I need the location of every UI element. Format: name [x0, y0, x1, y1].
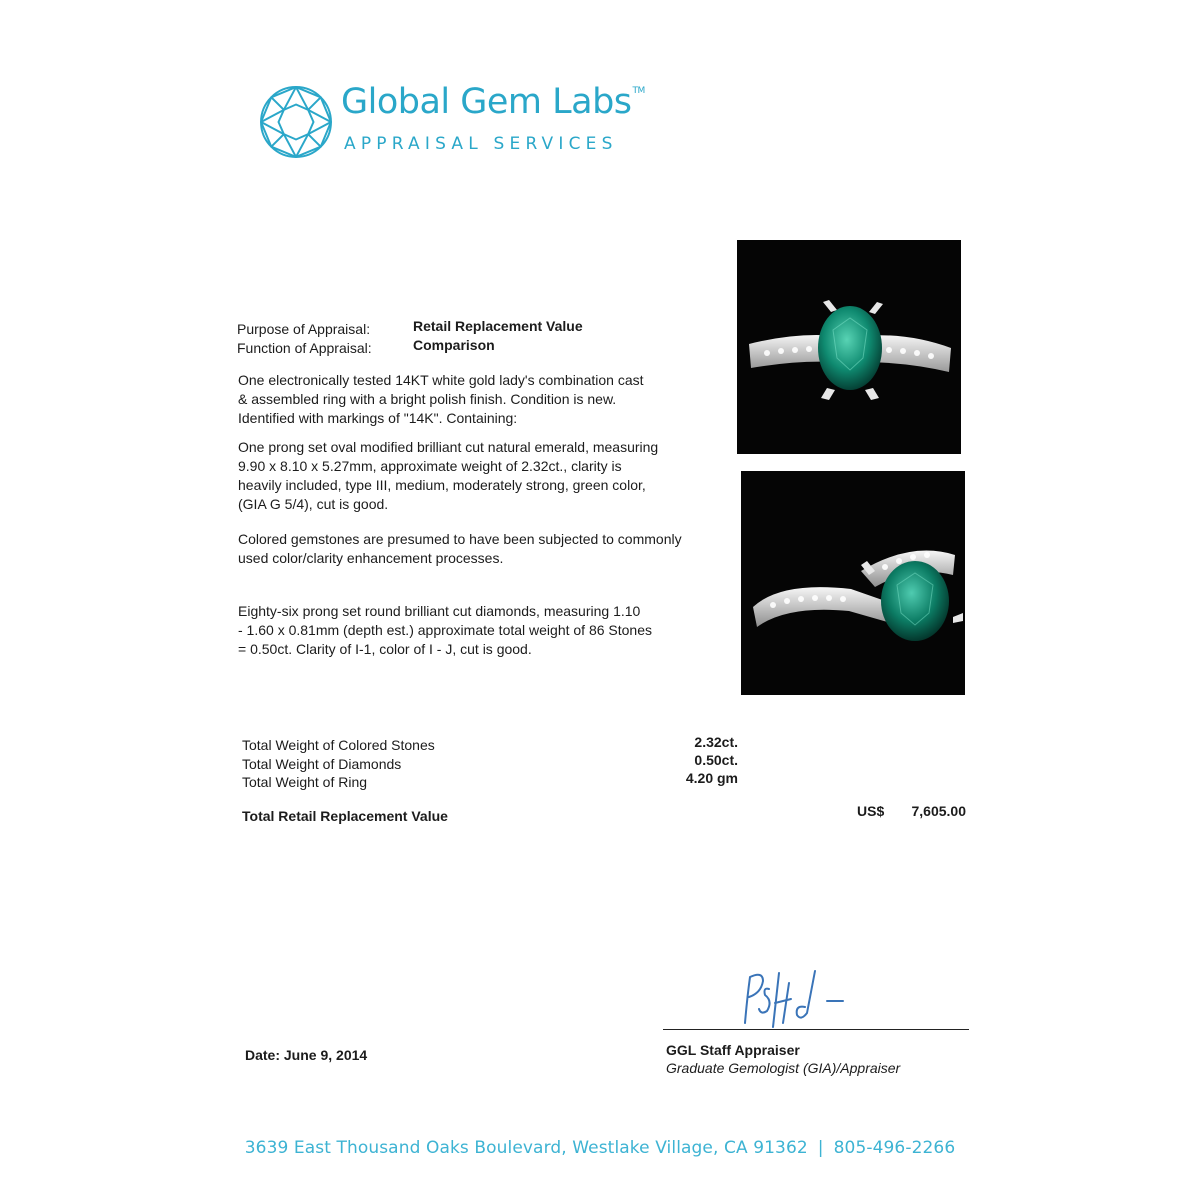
ring-front-image: [737, 240, 961, 454]
function-value: Comparison: [413, 337, 495, 353]
colored-stones-weight-label: Total Weight of Colored Stones: [242, 737, 435, 753]
footer-separator: |: [817, 1138, 824, 1158]
item-line: & assembled ring with a bright polish finish. Condition is new.: [238, 391, 617, 407]
ring-weight-value: 4.20 gm: [685, 770, 738, 786]
appraisal-date: Date: June 9, 2014: [245, 1047, 368, 1063]
purpose-label: Purpose of Appraisal:: [237, 321, 371, 337]
diamond-line: - 1.60 x 0.81mm (depth est.) approximate total weight of 86 Stones: [238, 622, 652, 638]
trademark-mark: TM: [632, 86, 645, 96]
item-line: One electronically tested 14KT white gold lady's combination cast: [238, 372, 644, 388]
footer-phone: 805-496-2266: [833, 1138, 956, 1158]
ring-front-photo: [737, 240, 961, 454]
diamond-description: [238, 602, 718, 659]
brand-subtitle: APPRAISAL SERVICES: [344, 134, 618, 154]
ring-weight-label: Total Weight of Ring: [242, 774, 368, 790]
treatment-line: Colored gemstones are presumed to have been subjected to commonly: [238, 531, 682, 547]
purpose-value: Retail Replacement Value: [413, 318, 583, 334]
emerald-line: (GIA G 5/4), cut is good.: [238, 496, 389, 512]
brand-name: [341, 82, 645, 122]
diamonds-weight-value: 0.50ct.: [694, 752, 738, 768]
item-description: [238, 371, 718, 428]
emerald-line: 9.90 x 8.10 x 5.27mm, approximate weight of 2.32ct., clarity is: [238, 458, 622, 474]
emerald-line: One prong set oval modified brilliant cut natural emerald, measuring: [238, 439, 659, 455]
item-line: Identified with markings of "14K". Containing:: [238, 410, 518, 426]
brand-name-text: Global Gem Labs: [341, 82, 632, 122]
appraiser-name: GGL Staff Appraiser: [666, 1042, 800, 1058]
diamonds-weight-label: Total Weight of Diamonds: [242, 756, 402, 772]
treatment-disclosure: [238, 530, 718, 568]
signature: [733, 965, 853, 1031]
footer-contact: [0, 1138, 1200, 1158]
diamond-line: = 0.50ct. Clarity of I-1, color of I - J, cut is good.: [238, 641, 532, 657]
retail-value-label: Total Retail Replacement Value: [242, 808, 448, 824]
gem-icon: [258, 84, 334, 160]
retail-value-amount: 7,605.00: [911, 803, 966, 819]
colored-stones-weight-value: 2.32ct.: [694, 734, 738, 750]
function-label: Function of Appraisal:: [237, 340, 372, 356]
ring-side-image: [741, 471, 965, 695]
diamond-line: Eighty-six prong set round brilliant cut diamonds, measuring 1.10: [238, 603, 641, 619]
footer-address: 3639 East Thousand Oaks Boulevard, Westlake Village, CA 91362: [244, 1138, 808, 1158]
ring-side-photo: [741, 471, 965, 695]
currency-label: US$: [857, 803, 885, 819]
emerald-line: heavily included, type III, medium, moderately strong, green color,: [238, 477, 646, 493]
treatment-line: used color/clarity enhancement processes.: [238, 550, 504, 566]
appraiser-title: Graduate Gemologist (GIA)/Appraiser: [666, 1060, 901, 1076]
emerald-description: [238, 438, 718, 514]
signature-line: [663, 1029, 969, 1030]
